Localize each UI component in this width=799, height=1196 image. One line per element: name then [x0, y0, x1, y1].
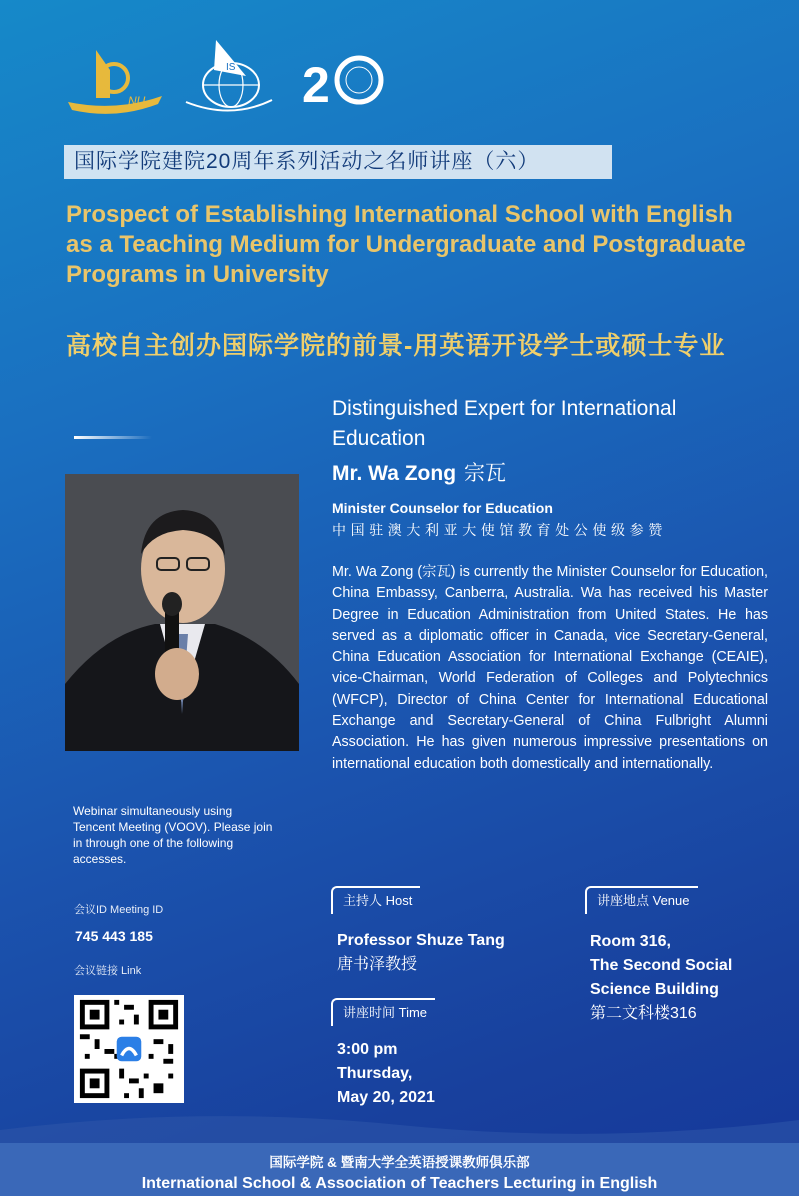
- venue-info: [590, 930, 732, 1026]
- logo-group: [66, 30, 396, 120]
- meeting-link-label: 会议链接 Link: [74, 965, 142, 977]
- speaker-position-cn: 中国驻澳大利亚大使馆教育处公使级参赞: [332, 522, 667, 538]
- decorative-line: [74, 436, 152, 439]
- lecture-title-cn: 高校自主创办国际学院的前景-用英语开设学士或硕士专业: [66, 332, 726, 360]
- host-name-cn: 唐书泽教授: [337, 956, 418, 973]
- meeting-id-label: 会议ID Meeting ID: [74, 904, 164, 916]
- speaker-bio: Mr. Wa Zong (宗瓦) is currently the Minister Counselor for Education, China Embassy, Canberra, Australia. Wa has received his Master Degree in Education Administration from United States. He has served as a diplomatic officer in Canada, vice Secretary-General, China Education Association for International Exchange (CEAIE), vice-Chairman, World Federation of Colleges and Polytechnics (WFCP), Director of China Center for International Educational Exchange and Secretary-General of China Fulbright Alumni Association. He has given numerous impressive presentations on international education both domestically and internationally.: [332, 564, 768, 772]
- institution-logos: [66, 30, 396, 120]
- time-line3: May 20, 2021: [337, 1089, 435, 1106]
- svg-text:NU: NU: [128, 94, 146, 108]
- svg-text:IS: IS: [226, 62, 236, 73]
- speaker-role: Distinguished Expert for International Education: [332, 397, 677, 450]
- anniversary-20-logo: [302, 57, 381, 113]
- venue-line3: Science Building: [590, 981, 719, 998]
- host-info: [337, 929, 505, 977]
- meeting-id: 745 443 185: [75, 928, 153, 944]
- venue-label: 讲座地点 Venue: [585, 886, 698, 914]
- speaker-name-en: Mr. Wa Zong: [332, 462, 457, 485]
- footer-line2: International School & Association of Teachers Lecturing in English: [141, 1175, 658, 1192]
- svg-text:2: 2: [302, 57, 330, 113]
- time-line2: Thursday,: [337, 1065, 413, 1082]
- series-title: 国际学院建院20周年系列活动之名师讲座（六）: [64, 145, 612, 179]
- venue-line2: The Second Social: [590, 957, 733, 974]
- host-label: 主持人 Host: [331, 886, 420, 914]
- webinar-note: Webinar simultaneously using Tencent Meeting (VOOV). Please join in through one of the following accesses.: [73, 804, 273, 866]
- speaker-photo: [65, 474, 299, 751]
- venue-line1: Room 316,: [590, 933, 671, 950]
- speaker-name-cn: 宗瓦: [464, 462, 507, 485]
- isjnu-logo: [186, 40, 272, 111]
- host-name: Professor Shuze Tang: [337, 932, 505, 949]
- footer-line1: 国际学院 & 暨南大学全英语授课教师俱乐部: [269, 1155, 530, 1170]
- jnu-logo: [68, 50, 162, 114]
- lecture-title-en: Prospect of Establishing International School with English as a Teaching Medium for Undergraduate and Postgraduate Programs in University: [66, 201, 746, 288]
- footer: [0, 1143, 799, 1196]
- speaker-position: Minister Counselor for Education: [332, 500, 553, 516]
- speaker-name: [332, 457, 506, 487]
- speaker-silhouette: [65, 474, 299, 751]
- qr-pattern: [74, 995, 184, 1103]
- meeting-qr-code[interactable]: [74, 995, 184, 1103]
- time-line1: 3:00 pm: [337, 1041, 398, 1058]
- time-label: 讲座时间 Time: [331, 998, 435, 1026]
- venue-cn: 第二文科楼316: [590, 1005, 697, 1022]
